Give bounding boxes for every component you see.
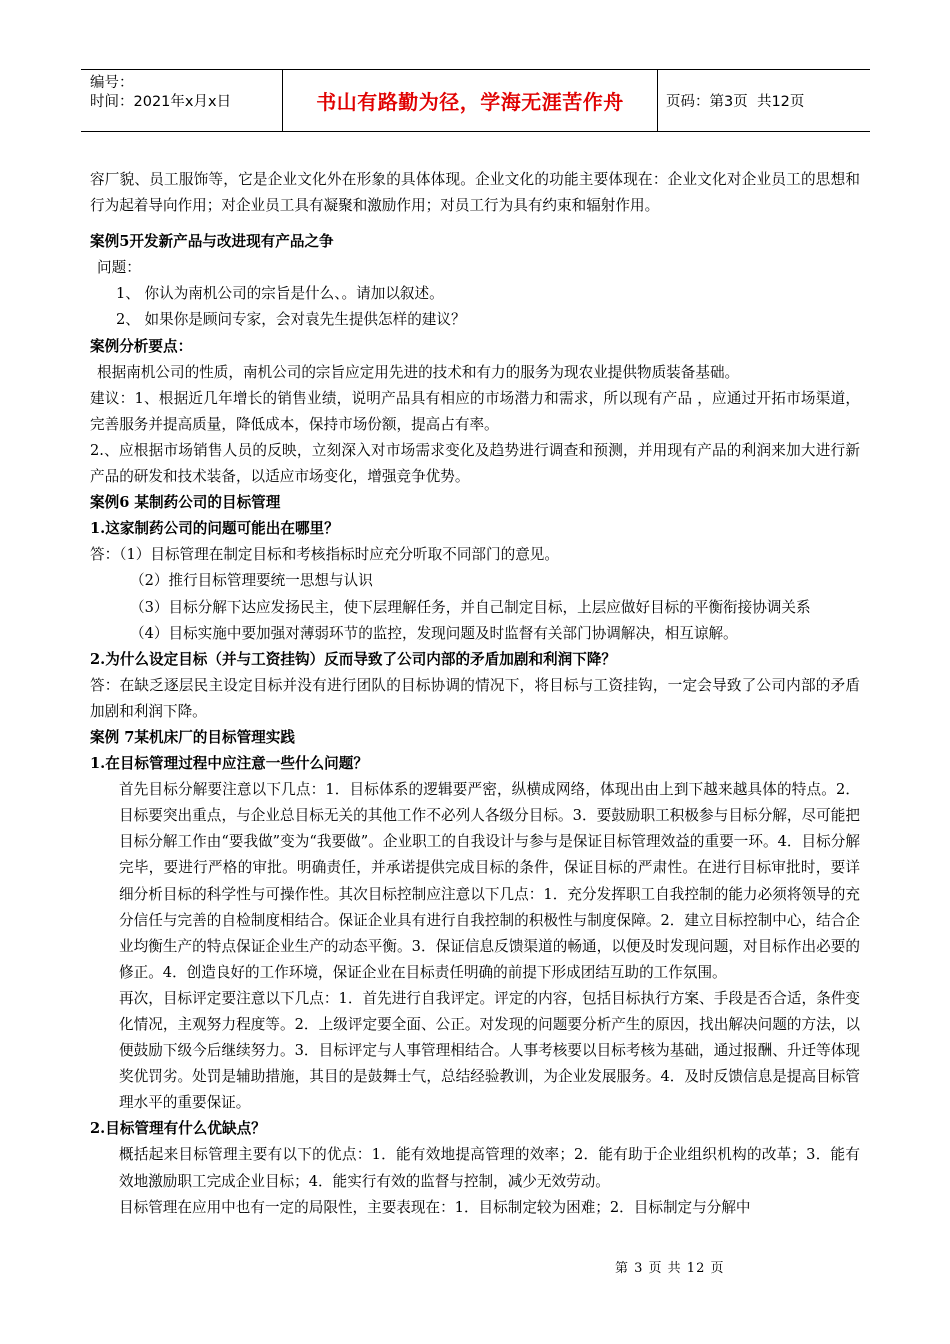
paragraph: 概括起来目标管理主要有以下的优点：1．能有效地提高管理的效率；2．能有助于企业组织机构的改革；3．能有效地激励职工完成企业目标；4．能实行有效的监督与控制，减少无效劳动。: [119, 1146, 860, 1190]
section-heading: 1.在目标管理过程中应注意一些什么问题？: [90, 755, 368, 773]
paragraph: 1、 你认为南机公司的宗旨是什么、。请加以叙述。: [116, 285, 444, 303]
page-footer: 第 3 页 共 12 页: [615, 1261, 725, 1276]
paragraph: 2.、应根据市场销售人员的反映，立刻深入对市场需求变化及趋势进行调查和预测，并用现有产品的利润来加大进行新产品的研发和技术装备，以适应市场变化，增强竞争优势。: [90, 441, 860, 486]
paragraph: 建议：1、根据近几年增长的销售业绩，说明产品具有相应的市场潜力和需求，所以现有产品 ，应通过开拓市场渠道，完善服务并提高质量，降低成本，保持市场份额，提高占有率。: [90, 389, 860, 433]
paragraph-spacer: [90, 219, 860, 229]
paragraph: （4）目标实施中要加强对薄弱环节的监控，发现问题及时监督有关部门协调解决，相互谅解。: [130, 624, 738, 642]
paragraph: 容厂貌、员工服饰等，它是企业文化外在形象的具体体现。企业文化的功能主要体现在：企业文化对企业员工的思想和行为起着导向作用；对企业员工具有凝聚和激励作用；对员工行为具有约束和辐射作用。: [90, 171, 860, 215]
paragraph: 答：（1）目标管理在制定目标和考核指标时应充分听取不同部门的意见。: [90, 546, 559, 564]
section-heading: 案例分析要点：: [90, 337, 193, 355]
document-body: [90, 167, 860, 1221]
section-heading: 1.这家制药公司的问题可能出在哪里？: [90, 520, 339, 538]
paragraph: 目标管理在应用中也有一定的局限性，主要表现在：1．目标制定较为困难；2．目标制定与分解中: [119, 1198, 751, 1216]
paragraph: 2、 如果你是顾问专家，会对袁先生提供怎样的建议？: [116, 311, 466, 329]
section-heading: 案例6 某制药公司的目标管理: [90, 494, 281, 512]
section-heading: 案例5开发新产品与改进现有产品之争: [90, 233, 334, 251]
header-meta: [81, 70, 282, 131]
header-motto: 书山有路勤为径，学海无涯苦作舟: [282, 70, 658, 131]
paragraph: （3）目标分解下达应发扬民主，使下层理解任务，并自己制定目标，上层应做好目标的平衡衔接协调关系: [130, 598, 811, 616]
paragraph: 问题：: [97, 259, 141, 277]
time-label: 时间：2021年x月x日: [90, 94, 232, 110]
number-label: 编号：: [90, 75, 134, 91]
section-heading: 2.为什么设定目标（并与工资挂钩）反而导致了公司内部的矛盾加剧和利润下降？: [90, 650, 617, 668]
document-header: [81, 69, 870, 132]
section-heading: 案例 7某机床厂的目标管理实践: [90, 728, 295, 746]
paragraph: 答：在缺乏逐层民主设定目标并没有进行团队的目标协调的情况下，将目标与工资挂钩，一定会导致了公司内部的矛盾加剧和利润下降。: [90, 676, 860, 720]
page-info-text: 页码：第3页 共12页: [666, 94, 805, 110]
paragraph: （2）推行目标管理要统一思想与认识: [130, 572, 373, 590]
paragraph: 再次，目标评定要注意以下几点：1．首先进行自我评定。评定的内容，包括目标执行方案、手段是否合适，条件变化情况，主观努力程度等。2．上级评定要全面、公正。对发现的问题要分析产生的原因，找出解决问题的方法，以便鼓励下级今后继续努力。3．目标评定与人事管理相结合。人事考核要以目标考核为基础，通过报酬、升迁等体现奖优罚劣。处罚是辅助措施，其目的是鼓舞士气，总结经验教训，为企业发展服务。4．及时反馈信息是提高目标管理水平的重要保证。: [119, 989, 860, 1112]
header-page-info: [658, 70, 870, 131]
paragraph: 首先目标分解要注意以下几点：1．目标体系的逻辑要严密，纵横成网络，体现出由上到下越来越具体的特点。2．目标要突出重点，与企业总目标无关的其他工作不必列人各级分目标。3．要鼓励职工积极参与目标分解，尽可能把目标分解工作由“要我做”变为“我要做”。企业职工的自我设计与参与是保证目标管理效益的重要一环。4．目标分解完毕，要进行严格的审批。明确责任，并承诺提供完成目标的条件，保证目标的严肃性。在进行目标审批时，要详细分析目标的科学性与可操作性。其次目标控制应注意以下几点：1．充分发挥职工自我控制的能力必须将领导的充分信任与完善的自检制度相结合。保证企业具有进行自我控制的积极性与制度保障。2．建立目标控制中心，结合企业均衡生产的特点保证企业生产的动态平衡。3．保证信息反馈渠道的畅通，以便及时发现问题，对目标作出必要的修正。4．创造良好的工作环境，保证企业在目标责任明确的前提下形成团结互助的工作氛围。: [119, 781, 860, 981]
paragraph: 根据南机公司的性质，南机公司的宗旨应定用先进的技术和有力的服务为现农业提供物质装备基础。: [97, 363, 740, 381]
section-heading: 2.目标管理有什么优缺点？: [90, 1120, 266, 1138]
